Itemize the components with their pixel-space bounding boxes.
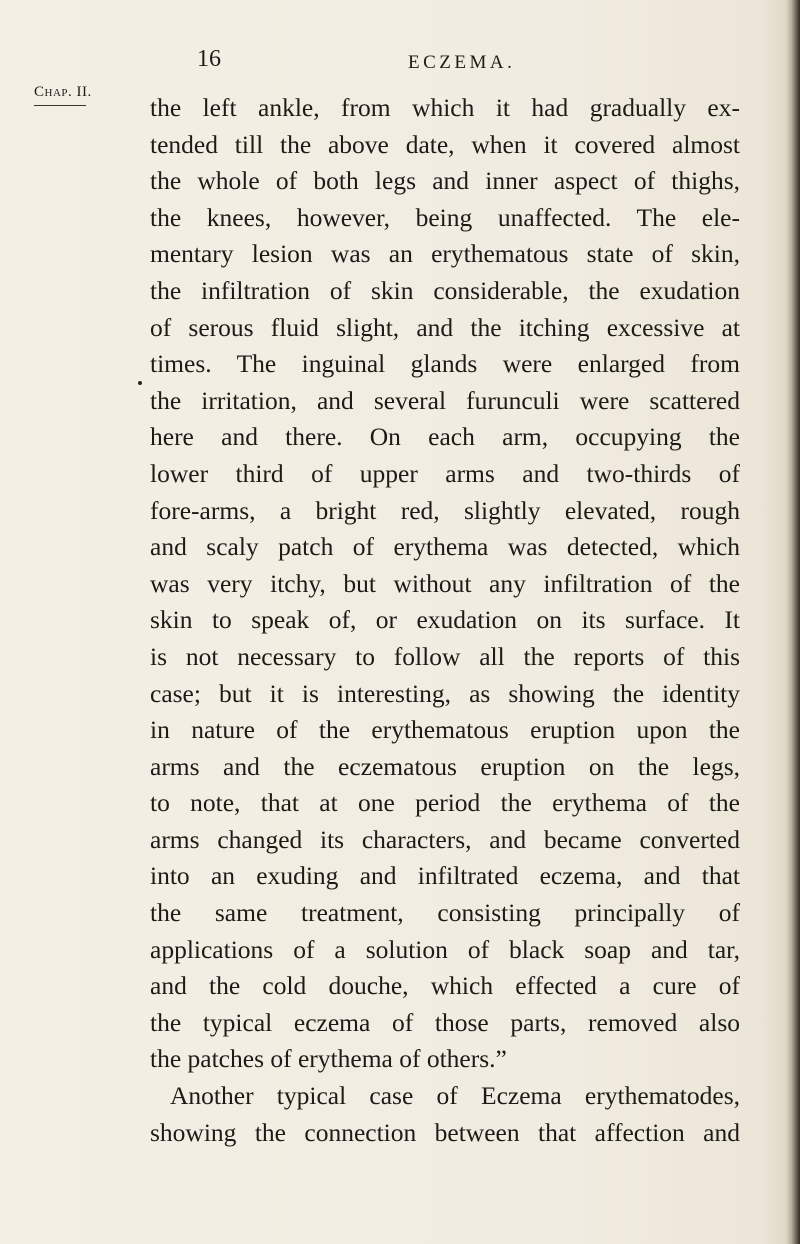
- text-line: in nature of the erythematous eruption upon the: [150, 715, 740, 745]
- text-line: applications of a solution of black soap and tar,: [150, 934, 740, 964]
- chapter-marginal-label: Chap. II.: [34, 84, 92, 100]
- text-line: lower third of upper arms and two-thirds of: [150, 458, 740, 488]
- binding-shadow: [786, 0, 800, 1244]
- text-line: arms changed its characters, and became converted: [150, 824, 740, 854]
- text-line: the same treatment, consisting principally of: [150, 898, 740, 928]
- text-line: was very itchy, but without any infiltration of the: [150, 568, 740, 598]
- paragraph-first-line: Another typical case of Eczema erythematodes,: [170, 1081, 740, 1111]
- text-line: the typical eczema of those parts, removed also: [150, 1007, 740, 1037]
- text-line: is not necessary to follow all the reports of this: [150, 641, 740, 671]
- text-line: skin to speak of, or exudation on its surface. It: [150, 605, 740, 635]
- text-line: of serous fluid slight, and the itching excessive at: [150, 312, 740, 342]
- page-header: [0, 46, 800, 86]
- text-line: to note, that at one period the erythema of the: [150, 788, 740, 818]
- text-line: the knees, however, being unaffected. The ele-: [150, 202, 740, 232]
- text-line: tended till the above date, when it covered almost: [150, 129, 740, 159]
- text-line: the left ankle, from which it had gradually ex-: [150, 93, 740, 122]
- text-line: arms and the eczematous eruption on the legs,: [150, 751, 740, 781]
- text-line: the patches of erythema of others.”: [150, 1044, 507, 1074]
- text-line: fore-arms, a bright red, slightly elevated, rough: [150, 495, 740, 525]
- ink-speck: [138, 381, 142, 385]
- text-line: into an exuding and infiltrated eczema, and that: [150, 861, 740, 891]
- text-line: the whole of both legs and inner aspect of thighs,: [150, 166, 740, 196]
- body-text: [150, 90, 740, 1151]
- text-line: mentary lesion was an erythematous state of skin,: [150, 239, 740, 269]
- chapter-underline: [34, 105, 86, 106]
- text-line: here and there. On each arm, occupying the: [150, 422, 740, 452]
- text-line: and the cold douche, which effected a cure of: [150, 971, 740, 1001]
- text-line: and scaly patch of erythema was detected, which: [150, 532, 740, 562]
- running-title: ECZEMA.: [408, 52, 516, 73]
- page-number: 16: [197, 46, 221, 72]
- text-line: case; but it is interesting, as showing the identity: [150, 678, 740, 708]
- text-line: the infiltration of skin considerable, the exudation: [150, 275, 740, 305]
- text-line: showing the connection between that affection and: [150, 1117, 740, 1147]
- text-line: the irritation, and several furunculi were scattered: [150, 385, 740, 415]
- text-line: times. The inguinal glands were enlarged from: [150, 349, 740, 379]
